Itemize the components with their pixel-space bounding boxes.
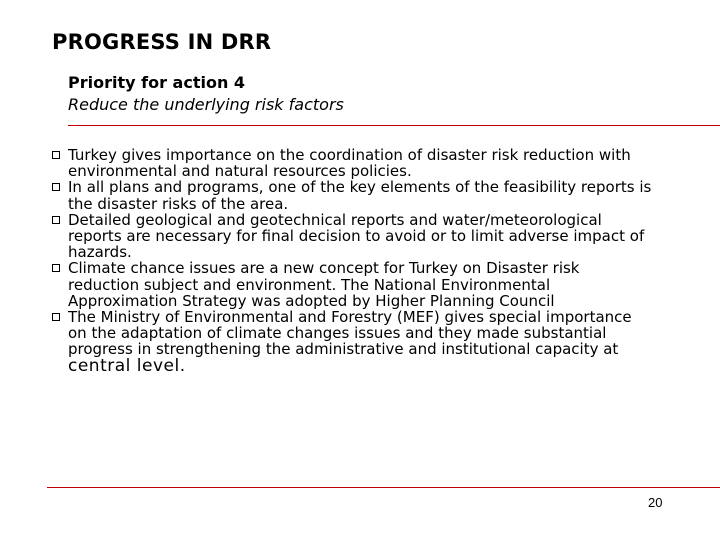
bullet-item — [52, 179, 652, 211]
bullet-item — [52, 212, 652, 261]
bullet-text: Turkey gives importance on the coordination of disaster risk reduction with environmental and natural resources policies. — [68, 146, 631, 181]
bullet-text: Detailed geological and geotechnical reports and water/meteorological reports are necessary for final decision to avoid or to limit adverse impact of hazards. — [68, 210, 645, 262]
slide-title: PROGRESS IN DRR — [52, 30, 272, 54]
bullet-text-main: The Ministry of Environmental and Forestry (MEF) gives special importance on the adaptation of climate changes issues and they made substantial progress in strengthening the administrative and institutional capacity at — [68, 308, 632, 359]
bottom-divider — [47, 487, 720, 488]
bullet-item — [52, 309, 652, 374]
bullet-text — [68, 308, 632, 375]
square-bullet-icon — [52, 264, 60, 272]
bullet-text-tail: central level. — [68, 355, 186, 376]
priority-heading — [68, 72, 344, 116]
priority-subtitle: Reduce the underlying risk factors — [68, 95, 344, 114]
bullet-list — [52, 147, 652, 374]
square-bullet-icon — [52, 183, 60, 191]
square-bullet-icon — [52, 216, 60, 224]
priority-label: Priority for action 4 — [68, 73, 246, 92]
page-number: 20 — [648, 495, 663, 510]
bullet-item — [52, 147, 652, 179]
square-bullet-icon — [52, 151, 60, 159]
bullet-text: In all plans and programs, one of the key elements of the feasibility reports is the disaster risks of the area. — [68, 178, 652, 213]
bullet-item — [52, 260, 652, 309]
square-bullet-icon — [52, 313, 60, 321]
bullet-text: Climate chance issues are a new concept for Turkey on Disaster risk reduction subject and environment. The National Environmental Approximation Strategy was adopted by Higher Planning Council — [68, 259, 580, 310]
top-divider — [68, 125, 720, 126]
